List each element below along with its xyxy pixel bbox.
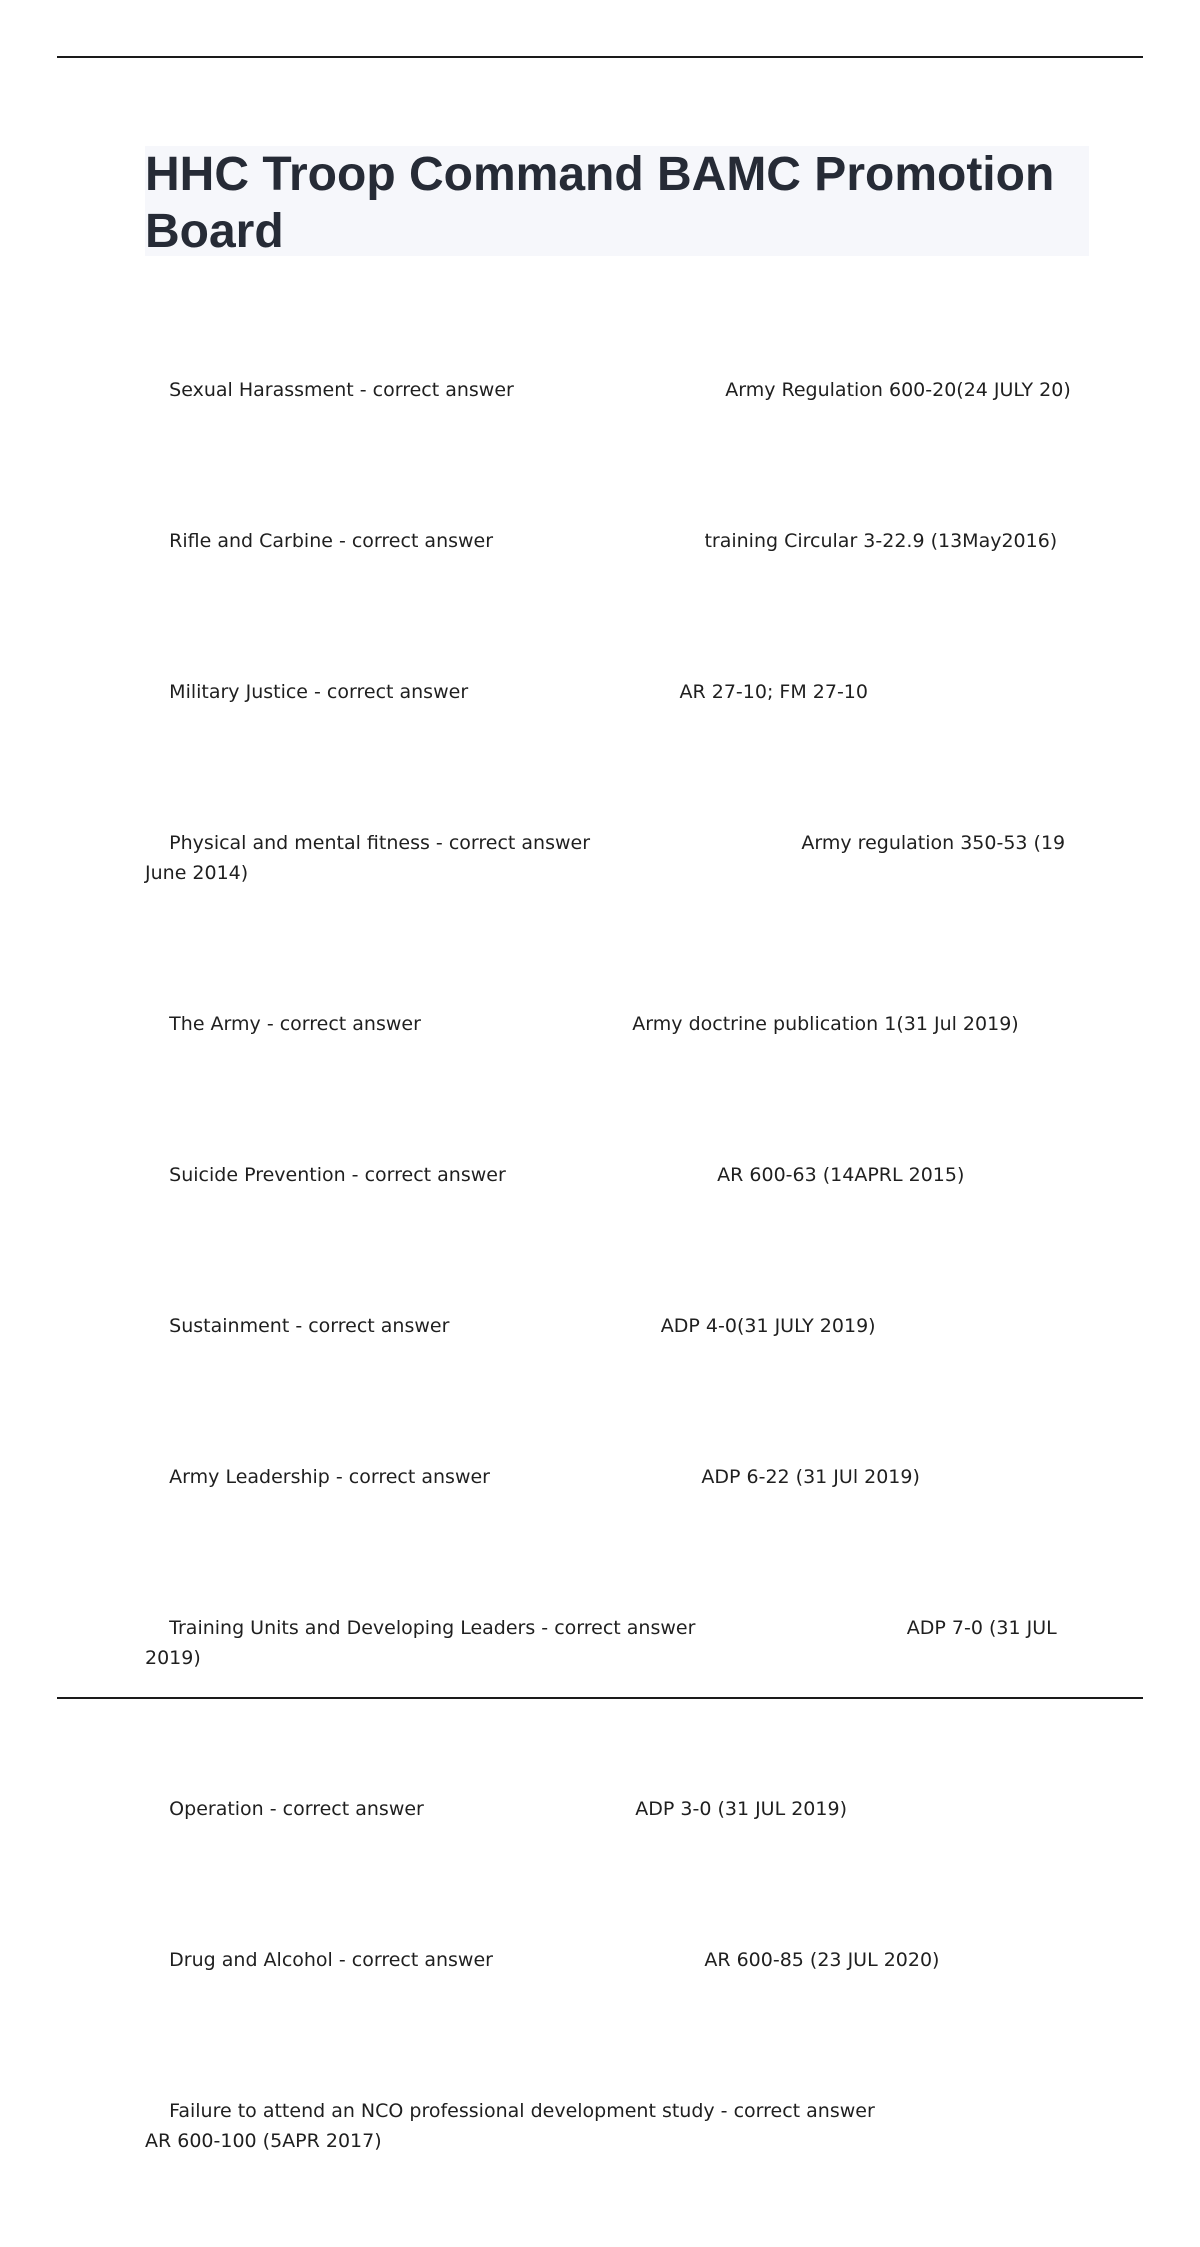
question-text: Sexual Harassment - correct answer [169,379,514,401]
spacer [449,1315,660,1337]
title-block [145,146,1089,256]
question-text: Physical and mental fitness - correct answer [169,832,591,854]
spacer [493,530,704,552]
spacer [514,379,725,401]
answer-text: AR 600-85 (23 JUL 2020) [704,1949,940,1971]
qa-item [145,1281,1075,1371]
question-text: Suicide Prevention - correct answer [169,1164,506,1186]
qa-item [145,1915,1075,2005]
answer-text: Army doctrine publication 1(31 Jul 2019) [632,1013,1019,1035]
answer-text: ADP 6-22 (31 JUl 2019) [701,1466,920,1488]
question-text: The Army - correct answer [169,1013,421,1035]
qa-item [145,1764,1075,1854]
top-rule [57,56,1143,58]
qa-item [145,496,1075,586]
question-text: Army Leadership - correct answer [169,1466,490,1488]
answer-text: AR 600-63 (14APRL 2015) [717,1164,965,1186]
question-text: Failure to attend an NCO professional development study - correct answer [169,2100,875,2122]
answer-text: ADP 4-0(31 JULY 2019) [660,1315,876,1337]
qa-item [145,1583,1075,1703]
question-text: Training Units and Developing Leaders - correct answer [169,1617,696,1639]
qa-item [145,345,1075,435]
bottom-rule [57,1697,1143,1699]
answer-text: training Circular 3-22.9 (13May2016) [704,530,1058,552]
spacer [506,1164,717,1186]
answer-text: ADP 7-0 (31 JUL 2019) [145,1617,1063,1669]
spacer [875,2100,1086,2122]
page-title: HHC Troop Command BAMC Promotion Board [145,148,1055,258]
answer-text: Army Regulation 600-20(24 JULY 20) [725,379,1071,401]
spacer [695,1617,906,1639]
question-text: Sustainment - correct answer [169,1315,450,1337]
qa-item [145,979,1075,1069]
qa-item [145,647,1075,737]
qa-item [145,2066,1075,2186]
qa-list [145,345,1075,2247]
answer-text: Army regulation 350-53 (19 June 2014) [145,832,1072,884]
question-text: Drug and Alcohol - correct answer [169,1949,493,1971]
qa-item [145,798,1075,918]
qa-item [145,1130,1075,1220]
answer-text: AR 600-100 (5APR 2017) [145,2130,382,2152]
answer-text: ADP 3-0 (31 JUL 2019) [635,1798,847,1820]
spacer [424,1798,635,1820]
spacer [490,1466,701,1488]
question-text: Military Justice - correct answer [169,681,469,703]
spacer [590,832,801,854]
spacer [468,681,679,703]
qa-item [145,1432,1075,1522]
spacer [493,1949,704,1971]
spacer [421,1013,632,1035]
question-text: Operation - correct answer [169,1798,424,1820]
question-text: Rifle and Carbine - correct answer [169,530,494,552]
answer-text: AR 27-10; FM 27-10 [679,681,868,703]
